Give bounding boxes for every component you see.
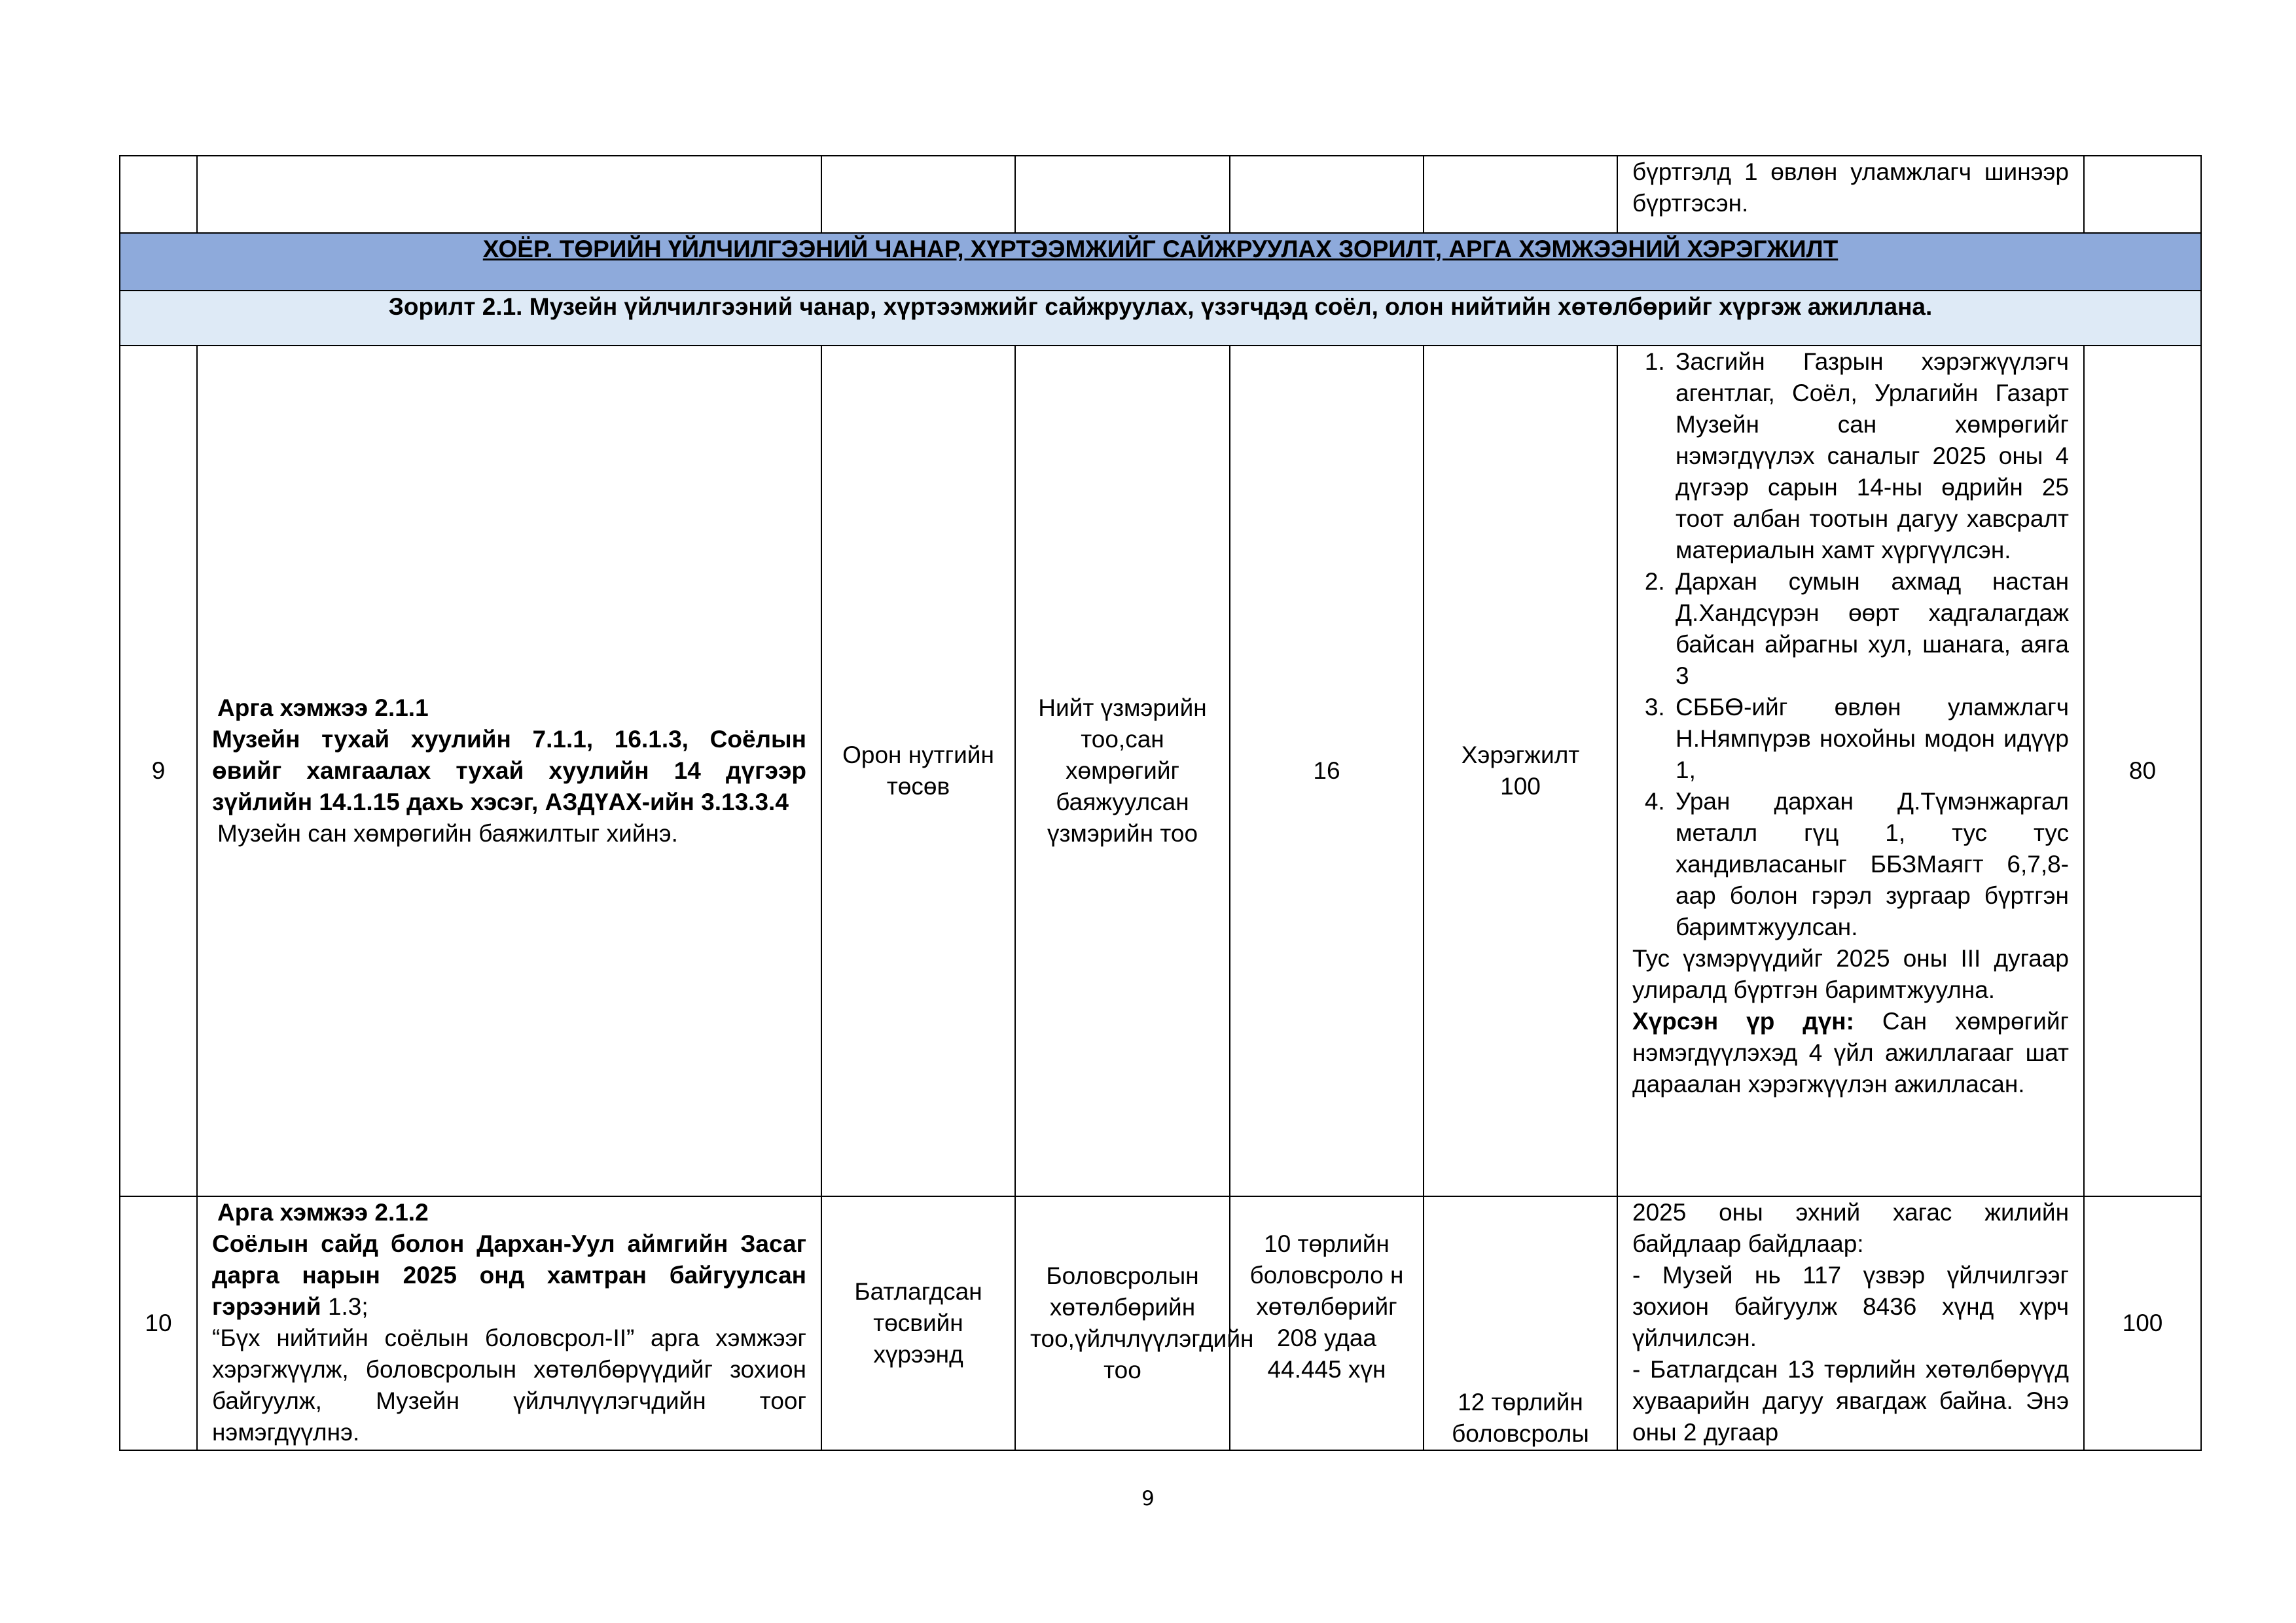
result-line: - Батлагдсан 13 төрлийн хөтөлбөрүүд хуваарийн дагуу явагдаж байна. Энэ оны 2 дугаар bbox=[1632, 1356, 2069, 1446]
cell-funding bbox=[821, 156, 1015, 233]
cell-no: 10 bbox=[120, 1196, 197, 1450]
result-list bbox=[1632, 346, 2069, 943]
action-title: Арга хэмжээ 2.1.1 bbox=[217, 694, 429, 721]
cell-action bbox=[197, 1196, 821, 1450]
action-legal-basis bbox=[212, 1228, 806, 1323]
cell-indicator: Нийт үзмэрийн тоо,сан хөмрөгийг баяжуулсан үзмэрийн тоо bbox=[1015, 346, 1230, 1196]
goal-heading: Зорилт 2.1. Музейн үйлчилгээний чанар, хүртээмжийг сайжруулах, үзэгчдэд соёл, олон нийтийн хөтөлбөрийг хүргэж ажиллана. bbox=[120, 291, 2201, 346]
result-line: - Музей нь 117 үзвэр үйлчилгээг зохион байгуулж 8436 хүнд хүрч үйлчилсэн. bbox=[1632, 1262, 2069, 1351]
table-row-10 bbox=[120, 1196, 2201, 1450]
list-item: 1. Засгийн Газрын хэрэгжүүлэгч агентлаг, Соёл, Урлагийн Газарт Музейн сан хөмрөгийг нэмэгдүүлэх саналыг 2025 оны 4 дүгээр сарын 14-ны өдрийн 25 тоот албан тоотын дагуу хавсралт материалын хамт хүргүүлсэн. bbox=[1672, 346, 2069, 566]
cell-no: 9 bbox=[120, 346, 197, 1196]
cell-baseline: 16 bbox=[1230, 346, 1424, 1196]
section-heading: ХОЁР. ТӨРИЙН ҮЙЛЧИЛГЭЭНИЙ ЧАНАР, ХҮРТЭЭМЖИЙГ САЙЖРУУЛАХ ЗОРИЛТ, АРГА ХЭМЖЭЭНИЙ ХЭРЭГЖИЛТ bbox=[120, 233, 2201, 291]
cell-result bbox=[1617, 1196, 2084, 1450]
plan-table bbox=[119, 155, 2202, 1451]
list-item: 4. Уран дархан Д.Түмэнжаргал металл гүц 1, тус тус хандивласаныг ББЗМаягт 6,7,8-аар болон гэрэл зургаар бүртгэн баримтжуулсан. bbox=[1672, 786, 2069, 943]
cell-target bbox=[1424, 156, 1617, 233]
list-item: 3. СББӨ-ийг өвлөн уламжлагч Н.Нямпүрэв нохойны модон идүүр 1, bbox=[1672, 692, 2069, 786]
action-description: Музейн сан хөмрөгийн баяжилтыг хийнэ. bbox=[217, 820, 678, 847]
cell-funding: Батлагдсан төсвийн хүрээнд bbox=[821, 1196, 1015, 1450]
action-title: Арга хэмжээ 2.1.2 bbox=[217, 1199, 429, 1226]
cell-funding: Орон нутгийн төсөв bbox=[821, 346, 1015, 1196]
cell-action bbox=[197, 346, 821, 1196]
cell-result bbox=[1617, 346, 2084, 1196]
action-bold-text: Соёлын сайд болон Дархан-Уул аймгийн Засаг дарга нарын 2025 онд хамтран байгуулсан гэрээний bbox=[212, 1230, 806, 1320]
action-legal-basis: Музейн тухай хуулийн 7.1.1, 16.1.3, Соёлын өвийг хамгаалах тухай хуулийн 14 дүгээр зүйлийн 14.1.15 дахь хэсэг, АЗДҮАХ-ийн 3.13.3.4 bbox=[212, 726, 806, 815]
cell-score bbox=[2084, 156, 2201, 233]
action-description: “Бүх нийтийн соёлын боловсрол-II” арга хэмжээг хэрэгжүүлж, боловсролын хөтөлбөрүүдийг зохион байгуулж, Музейн үйлчлүүлэгчдийн тоог нэмэгдүүлнэ. bbox=[212, 1325, 806, 1446]
page-number: 9 bbox=[1141, 1487, 1155, 1510]
action-ref: 1.3; bbox=[321, 1293, 368, 1320]
cell-target: Хэрэгжилт 100 bbox=[1424, 346, 1617, 1196]
result-followup: Тус үзмэрүүдийг 2025 оны III дугаар улиралд бүртгэн баримтжуулна. bbox=[1632, 945, 2069, 1003]
cell-target: 12 төрлийн боловсролы bbox=[1424, 1196, 1617, 1450]
list-item: 2. Дархан сумын ахмад настан Д.Хандсүрэн өөрт хадгалагдаж байсан айрагны хул, шанага, аяга 3 bbox=[1672, 566, 2069, 692]
cell-baseline: 10 төрлийн боловсроло н хөтөлбөрийг 208 удаа 44.445 хүн bbox=[1230, 1196, 1424, 1450]
outcome-label: Хүрсэн үр дүн: bbox=[1632, 1008, 1854, 1035]
result-intro: 2025 оны эхний хагас жилийн байдлаар байдлаар: bbox=[1632, 1199, 2069, 1257]
cell-indicator: Боловсролын хөтөлбөрийн тоо,үйлчлүүлэгдийн тоо bbox=[1015, 1196, 1230, 1450]
cell-score: 100 bbox=[2084, 1196, 2201, 1450]
cell-baseline bbox=[1230, 156, 1424, 233]
cell-result: бүртгэлд 1 өвлөн уламжлагч шинээр бүртгэсэн. bbox=[1617, 156, 2084, 233]
cell-no bbox=[120, 156, 197, 233]
section-heading-row bbox=[120, 233, 2201, 291]
result-outcome bbox=[1632, 1006, 2069, 1100]
cell-score: 80 bbox=[2084, 346, 2201, 1196]
outcome-text: Сан хөмрөгийг нэмэгдүүлэхэд 4 үйл ажиллагааг шат дараалан хэрэгжүүлэн ажилласан. bbox=[1632, 1008, 2069, 1097]
cell-indicator bbox=[1015, 156, 1230, 233]
goal-row bbox=[120, 291, 2201, 346]
table-row-prev bbox=[120, 156, 2201, 233]
cell-action bbox=[197, 156, 821, 233]
table-row-9 bbox=[120, 346, 2201, 1196]
